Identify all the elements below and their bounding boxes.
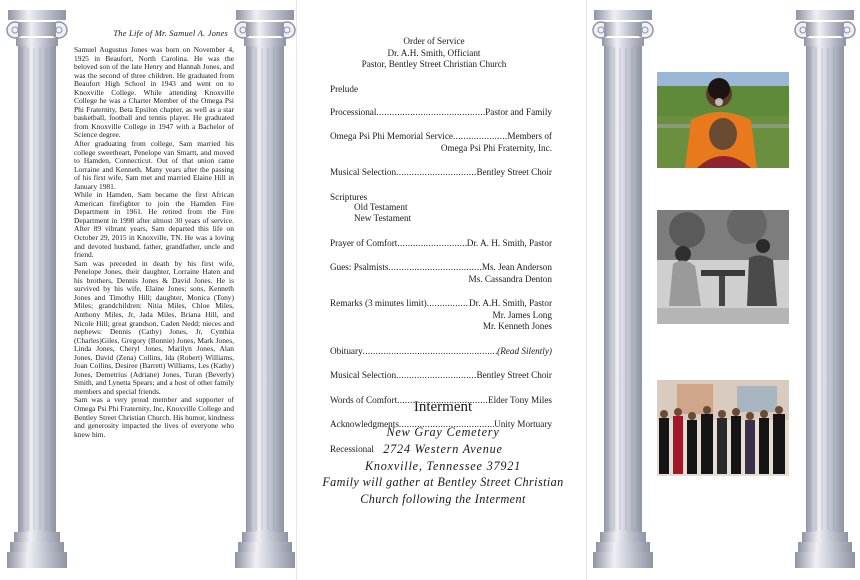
program-item-value: Ms. Jean Anderson bbox=[481, 262, 552, 272]
order-title: Order of Service bbox=[403, 36, 465, 46]
order-header bbox=[314, 36, 554, 71]
officiant-title: Pastor, Bentley Street Christian Church bbox=[361, 59, 507, 69]
officiant: Dr. A.H. Smith, Officiant bbox=[387, 47, 481, 58]
order-of-service-panel bbox=[330, 36, 552, 454]
program-item-label: Acknowledgments bbox=[330, 419, 399, 429]
program-item bbox=[330, 262, 552, 274]
couple-photo bbox=[657, 72, 789, 168]
interment-title: Interment bbox=[413, 399, 473, 415]
program-item-label: Musical Selection bbox=[330, 167, 397, 177]
program-item bbox=[330, 167, 552, 179]
biography-panel bbox=[74, 28, 234, 439]
scripture-item: New Testament bbox=[354, 213, 412, 223]
program-item-label: Obituary bbox=[330, 345, 363, 356]
pillar-right-outer bbox=[794, 8, 856, 570]
biography-title: The Life of Mr. Samuel A. Jones bbox=[113, 28, 228, 38]
program-item bbox=[330, 370, 552, 382]
gathering-note-continued: Church following the Interment bbox=[360, 492, 526, 507]
biography-paragraph: While in Hamden, Sam became the first African American firefighter to join the Hamden Fire Department in 1961. He retired from the Fire Department in 1990 after almost 30 years of service. After 89 vibrant years, Sam departed this life on October 29, 2015 in Knoxville, TN. He was a loving and devoted husband, father, grandfather, uncle and friend. bbox=[74, 190, 234, 260]
program-item-value: (Read Silently) bbox=[497, 345, 552, 356]
cemetery-name: New Gray Cemetery bbox=[386, 425, 500, 439]
program-item-extra: Omega Psi Phi Fraternity, Inc. bbox=[440, 142, 552, 153]
program-item-label: Words of Comfort bbox=[330, 394, 398, 405]
family-group-photo bbox=[657, 380, 789, 476]
cemetery-city: Knoxville, Tennessee 37921 bbox=[364, 458, 522, 473]
gathering-note: Family will gather at Bentley Street Christian bbox=[322, 475, 564, 490]
program-item-label: Prayer of Comfort bbox=[330, 237, 398, 248]
panel-fold bbox=[586, 0, 587, 580]
program-item-value: Dr. A.H. Smith, Pastor bbox=[469, 298, 552, 308]
panel-fold bbox=[296, 0, 297, 580]
program-item bbox=[330, 346, 552, 358]
program-item bbox=[330, 131, 552, 143]
program-item-value: Pastor and Family bbox=[485, 106, 552, 117]
chess-players-photo bbox=[657, 210, 789, 324]
scriptures-label: Scriptures bbox=[330, 191, 368, 202]
program-item-value: Dr. A. H. Smith, Pastor bbox=[466, 237, 552, 248]
pillar-right-inner bbox=[592, 8, 654, 570]
program-item-value: Bentley Street Choir bbox=[476, 370, 552, 380]
program-item-label: Remarks (3 minutes limit) bbox=[330, 298, 427, 308]
biography-paragraph: After graduating from college, Sam married his college sweetheart, Penelope van Smartt, and moved to Hamden, Connecticut. Out of that union came Lorraine and Kenneth. Many years after the passing of his first wife, Sam met and married Elaine Hill in January 1981. bbox=[74, 139, 234, 191]
pillar-left-inner bbox=[234, 8, 296, 570]
interment-details bbox=[306, 424, 580, 508]
program-item-value: Elder Tony Miles bbox=[487, 394, 552, 405]
program-item-label: Omega Psi Phi Memorial Service bbox=[330, 131, 453, 141]
cemetery-street: 2724 Western Avenue bbox=[383, 441, 503, 456]
program-item bbox=[330, 238, 552, 250]
program-item-label: Gues: Psalmists bbox=[330, 262, 389, 272]
program-item-extra: Mr. Kenneth Jones bbox=[482, 321, 552, 331]
scripture-item: Old Testament bbox=[354, 201, 408, 212]
biography-paragraph: Sam was preceded in death by his first wife, Penelope Jones, their daughter, Lorraine Haten and his brothers, Dennis Jones & David Jones. He is survived by his wife, Elaine Jones; sons, Kenneth Jones and Timothy Hill; daughter, Monica (Tony) Miles; grandchildren: Nitia Miles, Chloe Miles, Anthony Miles, Jr, Jada Miles, Briana Hill, and Nicole Hill; great grandson, Caden Nedd; nieces and nephews: Dennis (Cathy) Jones, Jr, Cynthia (Charles)Giles, Gregory (Bonnie) Jones, Mark Jones, Linda Jones, Cheryl Jones, Marilyn Jones, Alan Jones, David (Zena) Collins, Ida (Robert) Williams, Joan Collins, Desiree (Barrett) Williams, Les (Kathy) Jones, Demetrius (Adriane) Jones, Turan (Beverly) Smith, and Lynetta Spears; and a host of other family members and special friends. bbox=[74, 258, 234, 396]
program-item-label: Musical Selection bbox=[330, 370, 397, 380]
pillar-left-outer bbox=[6, 8, 68, 570]
program-item-value: Bentley Street Choir bbox=[476, 167, 552, 177]
biography-paragraph: Samuel Augustus Jones was born on November 4, 1925 in Beaufort, North Carolina. He was the beloved son of the late Henry and Hannah Jones, and was the second of three children. He graduated from Beaufort High School in 1943 and went on to Knoxville College. While attending Knoxville College he was a Charter Member of the Omega Psi Phi Fraternity, Beta Epsilon chapter, as well as a star basketball, football and tennis player. He graduated from Knoxville College in 1947 with a Bachelor of Science degree. bbox=[74, 45, 234, 140]
program-item-value: Unity Mortuary bbox=[494, 419, 552, 429]
program-item-extra: Mr. James Long bbox=[492, 309, 552, 320]
program-item bbox=[330, 107, 552, 119]
program-item-value: Members of bbox=[507, 131, 552, 141]
program-item-label: Processional bbox=[330, 106, 377, 117]
recessional: Recessional bbox=[330, 443, 374, 454]
prelude: Prelude bbox=[330, 83, 359, 94]
program-item-extra: Ms. Cassandra Denton bbox=[468, 273, 552, 284]
program-item bbox=[330, 298, 552, 310]
biography-paragraph: Sam was a very proud member and supporter of Omega Psi Phi Fraternity, Inc, Knoxville College and Bentley Street Christian Church. His humor, kindness and generosity impacted the lives of everyone who knew him. bbox=[74, 395, 235, 439]
